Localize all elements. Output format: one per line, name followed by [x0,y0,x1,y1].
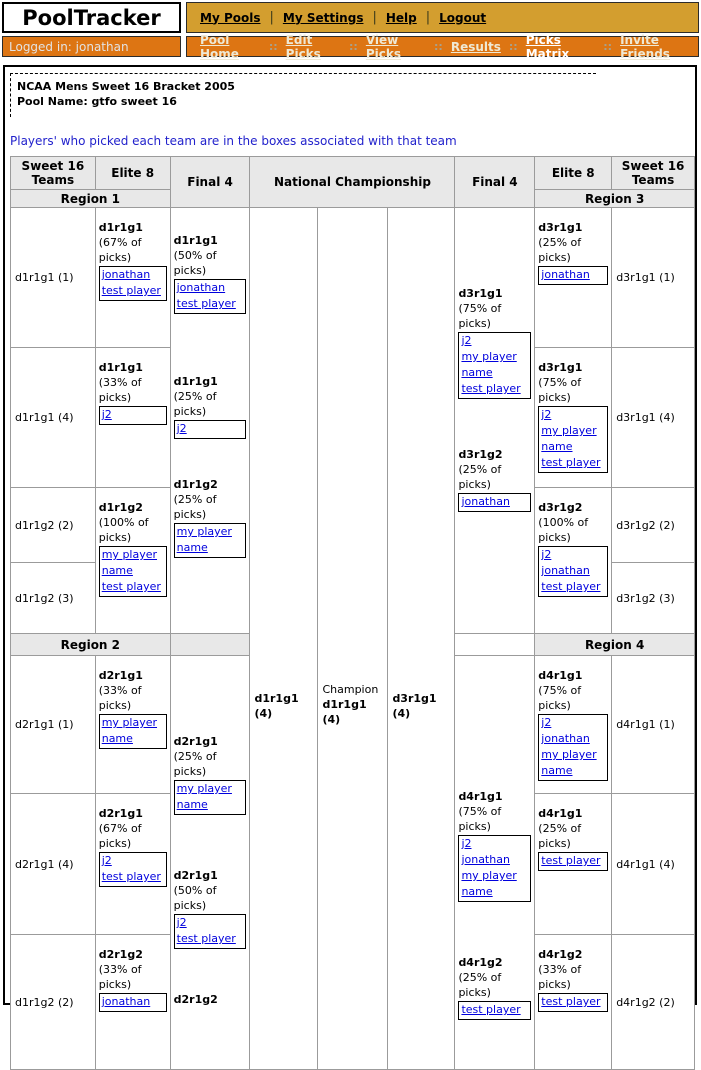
nav-view-picks[interactable]: View Picks [365,32,401,61]
player-link[interactable]: jonathan [176,281,226,294]
final4-right-cell [455,656,535,1070]
col-header-championship: National Championship [250,157,455,208]
player-link[interactable]: j2 [541,716,552,729]
pick-block [99,947,167,1012]
player-link[interactable]: my player name [541,748,597,777]
team-name: d1r1g1 [98,221,143,234]
pool-nav-separator: :: [434,40,443,53]
header-row-pool [2,32,699,61]
team-name: d4r1g2 [458,956,503,969]
pick-block [99,668,167,749]
team-name: d4r1g1 [538,669,583,682]
team-name: d1r1g1 (4) [254,692,299,720]
elite8-cell [95,208,170,348]
region-3-header: Region 3 [535,190,695,208]
player-link[interactable]: my player name [176,525,232,554]
player-box [458,1001,531,1020]
pick-block [174,992,247,1007]
region-2-header: Region 2 [11,634,171,656]
pick-block [99,220,167,301]
instructions-note: Players' who picked each team are in the boxes associated with that team [10,134,457,148]
player-link[interactable]: jonathan [541,268,590,281]
champion-block [322,682,380,727]
pick-percent: (33% of picks) [98,684,142,712]
pick-percent: (100% of picks) [98,516,149,544]
player-box [538,714,608,781]
bracket-table [10,156,695,1070]
player-box [174,914,247,949]
player-link[interactable]: test player [541,854,601,867]
player-box [538,852,608,871]
sweet16-team: d4r1g1 (1) [612,656,695,794]
player-link[interactable]: test player [101,284,161,297]
player-box [174,523,247,558]
elite8-cell [535,208,612,348]
player-box [538,266,608,285]
player-link[interactable]: j2 [541,408,552,421]
team-name: d4r1g1 [538,807,583,820]
region-4-header: Region 4 [535,634,695,656]
sweet16-team: d3r1g1 (4) [612,348,695,488]
pick-block [538,360,608,473]
player-link[interactable]: test player [101,870,161,883]
champion-label: Champion [322,683,379,696]
top-nav [186,2,699,33]
elite8-cell [95,488,170,634]
app-header [0,0,701,61]
nav-edit-picks[interactable]: Edit Picks [285,32,321,61]
pick-block [174,374,247,439]
sweet16-team: d1r1g2 (2) [11,488,96,563]
player-link[interactable]: jonathan [541,732,590,745]
pool-nav [186,32,699,61]
player-box [538,546,608,597]
pick-block [458,789,531,902]
team-name: d2r1g1 [98,807,143,820]
pick-block [174,233,247,314]
championship-champion-cell [318,208,388,1070]
player-link[interactable]: my player name [176,782,232,811]
pick-percent: (25% of picks) [538,822,582,850]
player-link[interactable]: j2 [461,334,472,347]
player-link[interactable]: test player [461,382,521,395]
player-box [99,546,167,597]
player-box [99,406,167,425]
elite8-cell [95,794,170,935]
player-link[interactable]: my player name [461,869,517,898]
pick-percent: (33% of picks) [538,963,582,991]
pick-block [458,286,531,399]
pick-block [458,447,531,512]
team-name: d1r1g1 [173,234,218,247]
pick-block [174,734,247,815]
col-header-elite8-left: Elite 8 [95,157,170,190]
pick-percent: (75% of picks) [458,805,502,833]
player-link[interactable]: jonathan [101,995,151,1008]
pick-block [458,955,531,1020]
player-box [458,332,531,399]
pick-block [538,947,608,1012]
team-name: d1r1g1 [98,361,143,374]
team-name: d4r1g1 [458,790,503,803]
player-link[interactable]: j2 [101,854,112,867]
sweet16-team: d1r1g1 (4) [11,348,96,488]
sweet16-team: d1r1g2 (3) [11,563,96,634]
sweet16-team: d3r1g1 (1) [612,208,695,348]
pick-percent: (25% of picks) [458,463,502,491]
pick-percent: (75% of picks) [538,376,582,404]
elite8-cell [535,656,612,794]
pick-block [538,668,608,781]
player-link[interactable]: test player [461,1003,521,1016]
player-link[interactable]: my player name [541,424,597,453]
team-name: d2r1g1 [173,869,218,882]
final4-left-cell [170,656,250,1070]
player-box [538,406,608,473]
nav-separator: | [269,10,274,25]
team-name: d2r1g1 [173,735,218,748]
elite8-cell [535,794,612,935]
col-header-final4-left: Final 4 [170,157,250,208]
nav-my-pools[interactable]: My Pools [200,10,261,25]
region-band-spacer [170,634,250,656]
pick-percent: (25% of picks) [173,750,217,778]
elite8-cell [95,935,170,1070]
pick-block [99,360,167,425]
player-box [458,835,531,902]
col-header-sweet16-left: Sweet 16 Teams [11,157,96,190]
pick-block [99,500,167,597]
player-link[interactable]: my player name [461,350,517,379]
player-link[interactable]: test player [541,456,601,469]
pick-block [174,868,247,949]
pick-block [538,220,608,285]
player-box [538,993,608,1012]
team-name: d3r1g2 [458,448,503,461]
championship-left-finalist-cell [250,208,318,1070]
left-finalist [254,691,312,721]
pick-percent: (75% of picks) [538,684,582,712]
pick-percent: (33% of picks) [98,376,142,404]
player-link[interactable]: j2 [461,837,472,850]
pick-percent: (50% of picks) [173,884,217,912]
right-finalist [392,691,450,721]
pick-percent: (67% of picks) [98,236,142,264]
col-header-elite8-right: Elite 8 [535,157,612,190]
nav-my-settings[interactable]: My Settings [282,10,364,25]
pool-nav-separator: :: [508,40,518,53]
player-link[interactable]: test player [541,580,601,593]
player-link[interactable]: test player [101,580,161,593]
nav-pool-home[interactable]: Pool Home [200,32,239,61]
sweet16-team: d2r1g1 (1) [11,656,96,794]
pick-percent: (25% of picks) [458,971,502,999]
pick-percent: (67% of picks) [98,822,142,850]
player-link[interactable]: my player name [101,548,158,577]
champion-team: d1r1g1 (4) [322,698,367,726]
player-link[interactable]: j2 [101,408,112,421]
player-link[interactable]: test player [541,995,601,1008]
sweet16-team: d2r1g1 (4) [11,794,96,935]
sweet16-team: d1r1g1 (1) [11,208,96,348]
header-row-top [2,2,699,33]
pick-percent: (33% of picks) [98,963,142,991]
pick-percent: (75% of picks) [458,302,502,330]
pick-block [538,500,608,597]
pool-info-box [10,73,596,117]
elite8-cell [95,656,170,794]
sweet16-team: d4r1g2 (2) [612,935,695,1070]
team-name: d2r1g2 [173,993,218,1006]
content-box [3,65,697,1016]
sweet16-team: d4r1g1 (4) [612,794,695,935]
player-box [99,993,167,1012]
pick-percent: (100% of picks) [538,516,589,544]
player-link[interactable]: test player [176,297,236,310]
pool-nav-separator: :: [349,40,358,53]
player-link[interactable]: jonathan [541,564,590,577]
team-name: d1r1g1 [173,375,218,388]
col-header-final4-right: Final 4 [455,157,535,208]
player-box [99,714,167,749]
pick-block [174,477,247,558]
elite8-cell [95,348,170,488]
team-name: d2r1g1 [98,669,143,682]
region-band-spacer [455,634,535,656]
sweet16-team: d3r1g2 (3) [612,563,695,634]
pool-nav-separator: :: [268,40,278,53]
sweet16-team: d1r1g2 (2) [11,935,96,1070]
player-link[interactable]: j2 [541,548,552,561]
team-name: d2r1g2 [98,948,143,961]
nav-help[interactable]: Help [385,10,417,25]
nav-invite-friends[interactable]: Invite Friends [620,32,670,61]
elite8-cell [535,488,612,634]
team-name: d1r1g2 [173,478,218,491]
bracket-title: NCAA Mens Sweet 16 Bracket 2005 [17,80,235,93]
team-name: d4r1g2 [538,948,583,961]
team-name: d3r1g1 [538,221,583,234]
team-name: d3r1g2 [538,501,583,514]
championship-right-finalist-cell [388,208,455,1070]
nav-results[interactable]: Results [450,39,501,54]
region-1-header: Region 1 [11,190,171,208]
final4-left-cell [170,208,250,634]
nav-separator: | [425,10,431,25]
logged-in-status: Logged in: jonathan [2,36,181,57]
player-link[interactable]: jonathan [101,268,151,281]
player-link[interactable]: jonathan [461,495,510,508]
player-link[interactable]: j2 [176,422,187,435]
player-link[interactable]: test player [176,932,236,945]
pick-block [99,806,167,887]
col-header-sweet16-right: Sweet 16 Teams [612,157,695,190]
pool-name: Pool Name: gtfo sweet 16 [17,95,177,108]
nav-picks-matrix[interactable]: Picks Matrix [525,32,570,61]
player-box [99,266,167,301]
elite8-cell [535,348,612,488]
player-box [174,279,247,314]
team-name: d1r1g2 [98,501,143,514]
nav-separator: | [372,10,377,25]
player-link[interactable]: j2 [176,916,187,929]
pick-percent: (50% of picks) [173,249,217,277]
pick-percent: (25% of picks) [538,236,582,264]
final4-right-cell [455,208,535,634]
player-box [99,852,167,887]
pick-percent: (25% of picks) [173,493,217,521]
team-name: d3r1g1 (4) [392,692,437,720]
team-name: d3r1g1 [538,361,583,374]
player-link[interactable]: jonathan [461,853,510,866]
pick-block [538,806,608,871]
nav-logout[interactable]: Logout [439,10,487,25]
elite8-cell [535,935,612,1070]
sweet16-team: d3r1g2 (2) [612,488,695,563]
player-box [174,780,247,815]
player-box [458,493,531,512]
pick-percent: (25% of picks) [173,390,217,418]
player-link[interactable]: my player name [101,716,158,745]
team-name: d3r1g1 [458,287,503,300]
app-logo: PoolTracker [2,2,181,33]
pool-nav-separator: :: [603,40,613,53]
player-box [174,420,247,439]
